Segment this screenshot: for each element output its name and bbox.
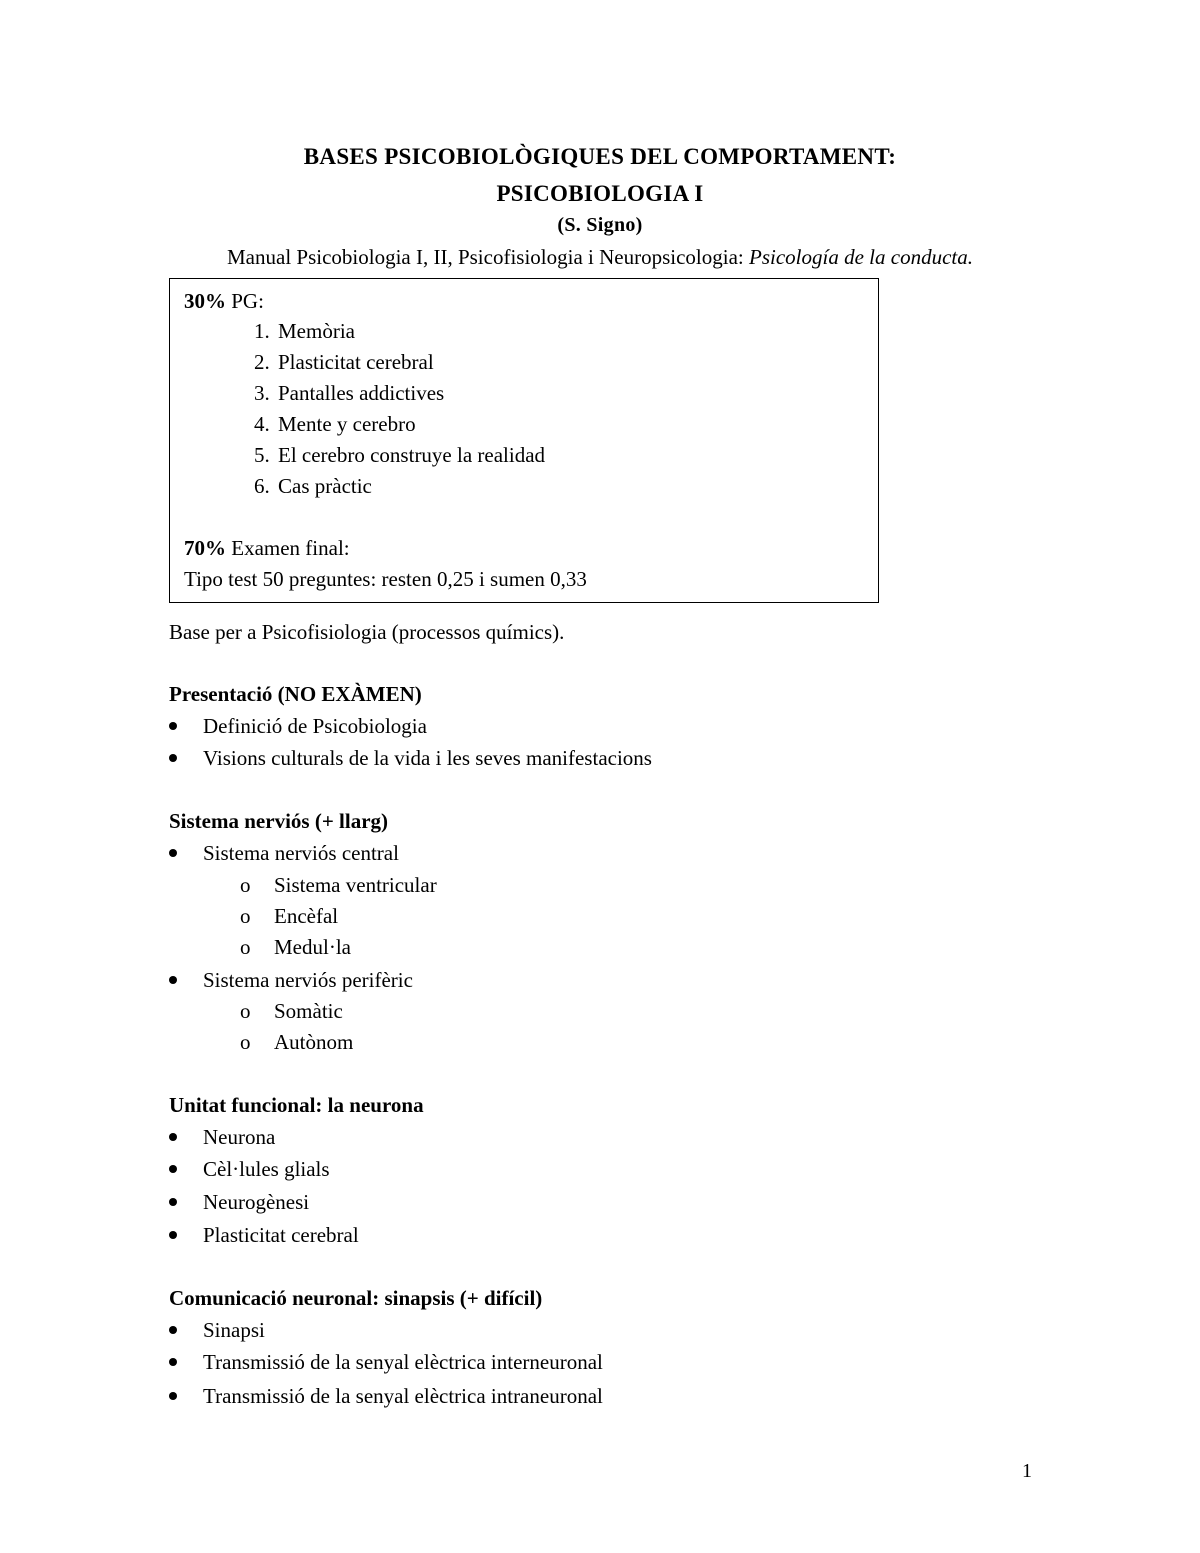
pg-item-number: 1.	[254, 319, 270, 343]
pg-item	[254, 476, 372, 497]
list-item: Transmissió de la senyal elèctrica intraneuronal	[203, 1384, 603, 1408]
bullet-icon	[169, 1392, 177, 1400]
list-item: Sistema nerviós central	[203, 841, 399, 865]
evaluation-box	[169, 278, 879, 603]
sub-bullet-icon: o	[240, 1030, 251, 1054]
pg-item-number: 4.	[254, 412, 270, 436]
manual-reference	[0, 245, 1200, 270]
sub-list-item: Medul·la	[274, 935, 351, 959]
pg-percent: 30%	[184, 289, 226, 313]
list-item: Transmissió de la senyal elèctrica interneuronal	[203, 1350, 603, 1374]
pg-item	[254, 445, 545, 466]
pg-item-text: Mente y cerebro	[278, 412, 416, 436]
bullet-icon	[169, 1165, 177, 1173]
bullet-icon	[169, 754, 177, 762]
exam-line	[184, 538, 350, 559]
pg-item	[254, 321, 355, 342]
list-item: Definició de Psicobiologia	[203, 714, 427, 738]
list-item: Sistema nerviós perifèric	[203, 968, 413, 992]
pg-item-number: 2.	[254, 350, 270, 374]
bullet-icon	[169, 1231, 177, 1239]
bullet-icon	[169, 1326, 177, 1334]
exam-label: Examen final:	[226, 536, 350, 560]
section-heading-presentacio: Presentació (NO EXÀMEN)	[169, 682, 422, 706]
pg-item-number: 5.	[254, 443, 270, 467]
list-item: Plasticitat cerebral	[203, 1223, 359, 1247]
sub-list-item: Somàtic	[274, 999, 343, 1023]
sub-bullet-icon: o	[240, 904, 251, 928]
list-item: Sinapsi	[203, 1318, 265, 1342]
pg-label: PG:	[226, 289, 264, 313]
base-note: Base per a Psicofisiologia (processos químics).	[169, 620, 565, 644]
sub-bullet-icon: o	[240, 873, 251, 897]
bullet-icon	[169, 1133, 177, 1141]
sub-bullet-icon: o	[240, 999, 251, 1023]
document-title-line2: PSICOBIOLOGIA I	[496, 181, 704, 206]
pg-line	[184, 291, 264, 312]
bullet-icon	[169, 1198, 177, 1206]
exam-percent: 70%	[184, 536, 226, 560]
pg-item-text: Memòria	[278, 319, 355, 343]
bullet-icon	[169, 849, 177, 857]
sub-list-item: Autònom	[274, 1030, 354, 1054]
pg-item	[254, 383, 444, 404]
document-title-line1: BASES PSICOBIOLÒGIQUES DEL COMPORTAMENT:	[303, 144, 897, 169]
pg-item-text: Cas pràctic	[278, 474, 372, 498]
section-heading-comunicacio: Comunicació neuronal: sinapsis (+ difícil)	[169, 1286, 543, 1310]
manual-italic-title: Psicología de la conducta.	[749, 245, 973, 269]
bullet-icon	[169, 976, 177, 984]
section-heading-sistema: Sistema nerviós (+ llarg)	[169, 809, 389, 833]
sub-list-item: Sistema ventricular	[274, 873, 437, 897]
pg-item	[254, 414, 416, 435]
pg-item-number: 3.	[254, 381, 270, 405]
list-item: Visions culturals de la vida i les seves manifestacions	[203, 746, 652, 770]
pg-item-number: 6.	[254, 474, 270, 498]
pg-item-text: Pantalles addictives	[278, 381, 445, 405]
sub-list-item: Encèfal	[274, 904, 339, 928]
manual-text: Manual Psicobiologia I, II, Psicofisiologia i Neuropsicologia:	[227, 245, 750, 269]
list-item: Neurona	[203, 1125, 276, 1149]
bullet-icon	[169, 1358, 177, 1366]
page-number: 1	[1022, 1460, 1032, 1482]
list-item: Cèl·lules glials	[203, 1157, 330, 1181]
pg-item	[254, 352, 434, 373]
pg-item-text: El cerebro construye la realidad	[278, 443, 546, 467]
sub-bullet-icon: o	[240, 935, 251, 959]
document-author: (S. Signo)	[557, 214, 643, 236]
list-item: Neurogènesi	[203, 1190, 310, 1214]
bullet-icon	[169, 722, 177, 730]
pg-item-text: Plasticitat cerebral	[278, 350, 434, 374]
exam-detail: Tipo test 50 preguntes: resten 0,25 i sumen 0,33	[184, 567, 587, 591]
section-heading-unitat: Unitat funcional: la neurona	[169, 1093, 424, 1117]
